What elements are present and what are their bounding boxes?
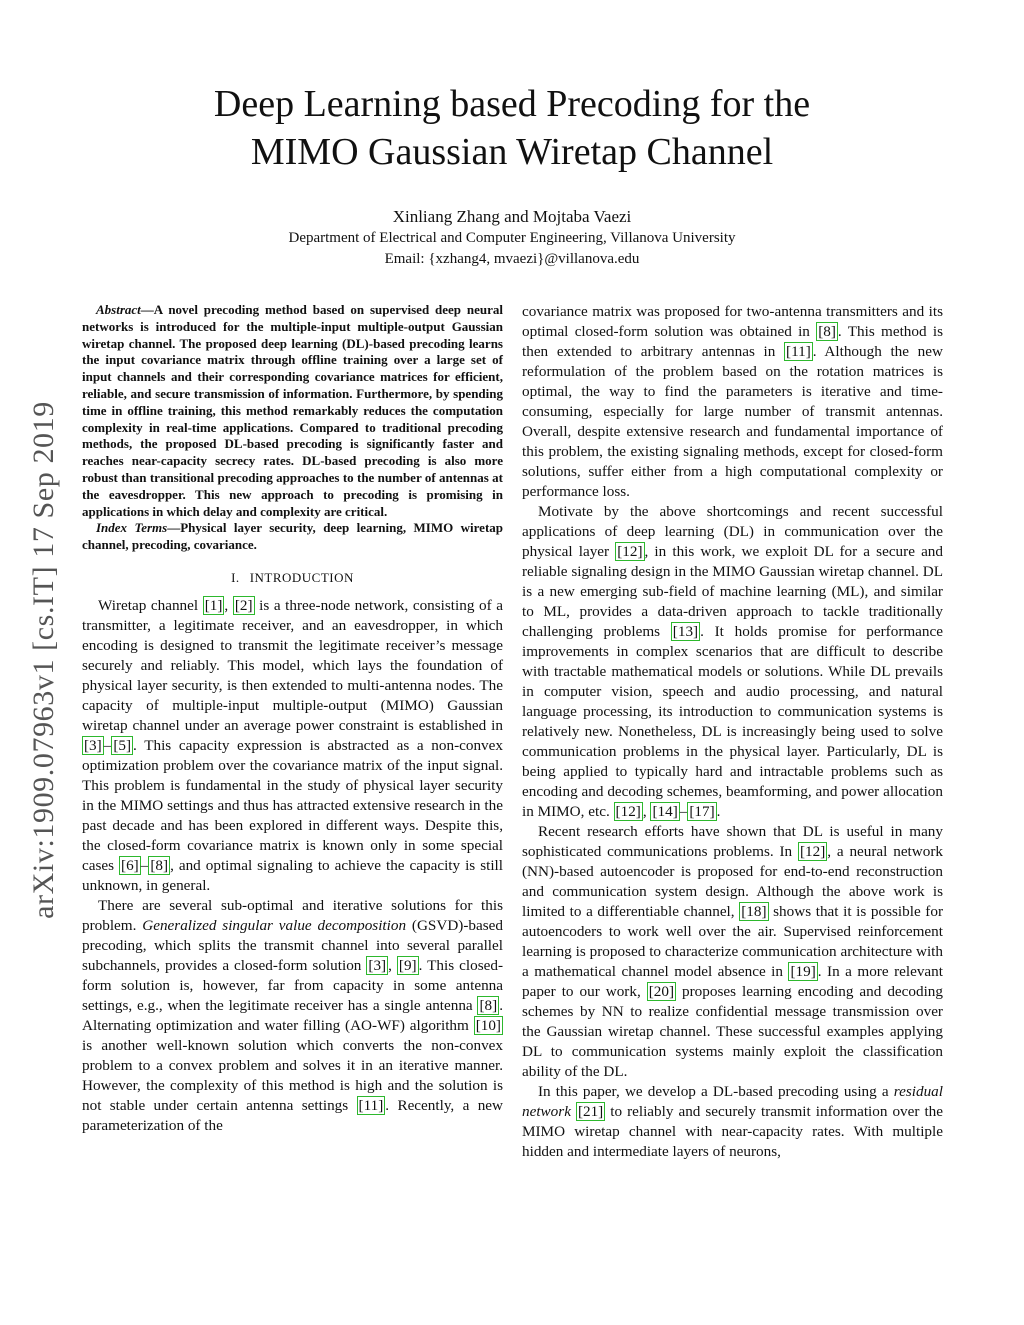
text-run: . This closed-form solution is, however, far from capacity in some antenna settings, e.g., when the legitimate receiver has a single antenna — [82, 956, 503, 1014]
text-run: . It holds promise for performance improvements in complex scenarios that are difficult to describe with tractable mathematical models or solutions. While DL prevails in computer vision, speech and audio processing, and natural language processing, its introduction to communication systems is relatively new. Nonetheless, DL is increasingly being used to solve communication problems in the physical layer. Particularly, DL is being applied to typically hard and intractable problems such as encoding and decoding schemes, beamforming, and power allocation in MIMO, etc. — [522, 623, 944, 820]
text-run: . Although the new reformulation of the problem based on the rotation matrices is optimal, the way to find the parameters is iterative and time-consuming, especially for large number of transmit antennas. Overall, despite extensive research and fundamental importance of this problem, the existing signaling methods, except for closed-form solutions, suffer either from a high computational complexity or performance loss. — [522, 343, 943, 500]
citation-link[interactable]: [9] — [398, 956, 417, 974]
index-terms-text: —Physical layer security, deep learning, MIMO wiretap channel, precoding, covariance. — [82, 520, 504, 553]
email-line: Email: {xzhang4, mvaezi}@villanova.edu — [384, 251, 640, 267]
index-terms-label: Index Terms — [96, 520, 168, 536]
citation-link[interactable]: [18] — [741, 903, 767, 920]
citation-link[interactable]: [1] — [204, 596, 223, 614]
right-column — [522, 302, 943, 1162]
text-run: , — [224, 596, 233, 614]
citation-link[interactable]: [8] — [479, 996, 498, 1014]
text-run: is another well-known solution which converts the non-convex problem to a convex problem and solves it in an iterative manner. However, the complexity of this method is high and the solution is not stable under certain antenna settings — [82, 1036, 503, 1114]
text-run: , and optimal signaling to achieve the capacity is still unknown, in general. — [82, 856, 503, 894]
text-run: to reliably and securely transmit information over the MIMO wiretap channel with near-capacity rates. With multiple hidden and intermediate layers of neurons, — [522, 1103, 943, 1160]
text-run: is a three-node network, consisting of a transmitter, a legitimate receiver, and an eavesdropper, in which encoding is designed to transmit the legitimate receiver’s message securely and reliably. This model, which lays the foundation of physical layer security, is then extended to multi-antenna nodes. The capacity of multiple-input multiple-output (MIMO) Gaussian wiretap channel under an average power constraint is established in — [82, 596, 503, 734]
text-run: – — [679, 803, 688, 820]
citation-link[interactable]: [8] — [150, 856, 169, 874]
text-run: – — [140, 856, 149, 874]
text-run: . Alternating optimization and water filling (AO-WF) algorithm — [82, 996, 503, 1034]
citation-link[interactable]: [21] — [577, 1103, 604, 1120]
citation-link[interactable]: [10] — [475, 1016, 501, 1034]
text-run: proposes learning encoding and decoding schemes by NN to realize confidential message transmission over the Gaussian wiretap channel. These successful examples applying DL to communication systems mainly exploit the classification ability of the DL. — [522, 983, 943, 1080]
citation-link[interactable]: [12] — [617, 543, 643, 560]
citation-link[interactable]: [2] — [234, 596, 253, 614]
abstract-label: Abstract — [96, 302, 141, 317]
citation-link[interactable]: [3] — [84, 736, 102, 754]
intro-paragraph-5 — [522, 1082, 943, 1162]
text-run: , a neural network (NN)-based autoencoder is proposed for end-to-end reconstruction and communication system design. Although the above work is limited to a differentiable channel, — [522, 843, 943, 920]
citation-link[interactable]: [12] — [799, 843, 826, 860]
citation-link[interactable]: [20] — [648, 983, 675, 1000]
italic-term: Generalized singular value decomposition — [142, 916, 407, 934]
paper-header — [0, 80, 1024, 270]
intro-paragraph-3 — [522, 502, 943, 822]
intro-paragraph-2 — [82, 896, 503, 1136]
text-run: There are several sub-optimal and iterative solutions for this problem. — [82, 896, 503, 934]
citation-link[interactable]: [5] — [113, 736, 132, 754]
author-list: Xinliang Zhang and Mojtaba Vaezi — [392, 207, 632, 226]
left-column — [82, 302, 503, 1136]
affiliation: Department of Electrical and Computer Engineering, Villanova University — [288, 230, 736, 246]
arxiv-identifier-sidebar — [24, 370, 64, 950]
text-run: , in this work, we exploit DL for a secure and reliable signaling design in the MIMO Gaussian wiretap channel. DL is a new emerging sub-field of machine learning (ML), and similar to ML, provides a data-driven approach to tackle traditionally challenging problems — [522, 543, 943, 640]
citation-link[interactable]: [13] — [672, 623, 699, 640]
intro-paragraph-1 — [82, 596, 503, 896]
index-terms — [82, 520, 503, 554]
text-run: . — [716, 803, 721, 820]
citation-link[interactable]: [8] — [818, 323, 836, 340]
citation-link[interactable]: [6] — [121, 856, 139, 874]
text-run: covariance matrix was proposed for two-antenna transmitters and its optimal closed-form solution was obtained in — [522, 303, 943, 340]
text-run: shows that it is possible for autoencoders to work well over the air. Supervised reinforcement learning is proposed to characterize communication architecture with a mathematical channel model absence in — [522, 903, 944, 980]
text-run: Recent research efforts have shown that DL is useful in many sophisticated communications problems. In — [522, 823, 943, 860]
text-run: In this paper, we develop a DL-based precoding using a — [538, 1083, 894, 1100]
section-heading-introduction — [82, 568, 503, 588]
text-run: – — [103, 736, 112, 754]
intro-paragraph-continued — [522, 302, 943, 502]
text-run: , — [388, 956, 397, 974]
citation-link[interactable]: [19] — [790, 963, 816, 980]
section-number: I. — [231, 569, 240, 585]
intro-paragraph-4 — [522, 822, 943, 1082]
text-run: , — [642, 803, 651, 820]
arxiv-id-text: arXiv:1909.07963v1 [cs.IT] 17 Sep 2019 — [27, 401, 60, 919]
text-run: Motivate by the above shortcomings and recent successful applications of deep learning (DL) in communication over the physical layer — [522, 503, 943, 560]
text-run: . This capacity expression is abstracted as a non-convex optimization problem over the covariance matrix of the input signal. This problem is fundamental in the study of physical layer security in the MIMO settings and thus has attracted extensive research in the past decade and has been explored in different ways. Despite this, the closed-form covariance matrix is known only in some special cases — [82, 736, 503, 874]
citation-link[interactable]: [3] — [368, 956, 387, 974]
citation-link[interactable]: [11] — [358, 1096, 384, 1114]
citation-link[interactable]: [17] — [689, 803, 715, 820]
title-line-1: Deep Learning based Precoding for the — [213, 83, 811, 125]
text-run: . This method is then extended to arbitrary antennas in — [522, 323, 943, 360]
abstract — [82, 302, 503, 520]
citation-link[interactable]: [11] — [786, 343, 811, 360]
section-title: INTRODUCTION — [249, 569, 354, 585]
text-run: . Recently, a new parameterization of the — [82, 1096, 503, 1134]
citation-link[interactable]: [14] — [652, 803, 678, 820]
text-run: . In a more relevant paper to our work, — [522, 963, 943, 1000]
citation-link[interactable]: [12] — [615, 803, 641, 820]
text-run: (GSVD)-based precoding, which splits the transmit channel into several parallel subchannels, provides a closed-form solution — [82, 916, 503, 974]
title-line-2: MIMO Gaussian Wiretap Channel — [250, 131, 774, 173]
abstract-text: —A novel precoding method based on supervised deep neural networks is introduced for the multiple-input multiple-output Gaussian wiretap channel. The proposed deep learning (DL)-based precoding learns the input covariance matrix through offline training over a large set of input channels and their corresponding covariance matrices for efficient, reliable, and secure transmission of information. Furthermore, by spending time in offline training, this method remarkably reduces the computation complexity in real-time applications. Compared to traditional precoding methods, the proposed DL-based precoding is significantly faster and reaches near-capacity secrecy rates. DL-based precoding is also more robust than transitional precoding approaches to the number of antennas at the eavesdropper. This new approach to precoding is promising in applications in which delay and complexity are critical. — [82, 302, 503, 519]
italic-term: residual network — [522, 1083, 943, 1120]
paper-title — [0, 80, 1024, 176]
text-run: Wiretap channel — [98, 596, 203, 614]
